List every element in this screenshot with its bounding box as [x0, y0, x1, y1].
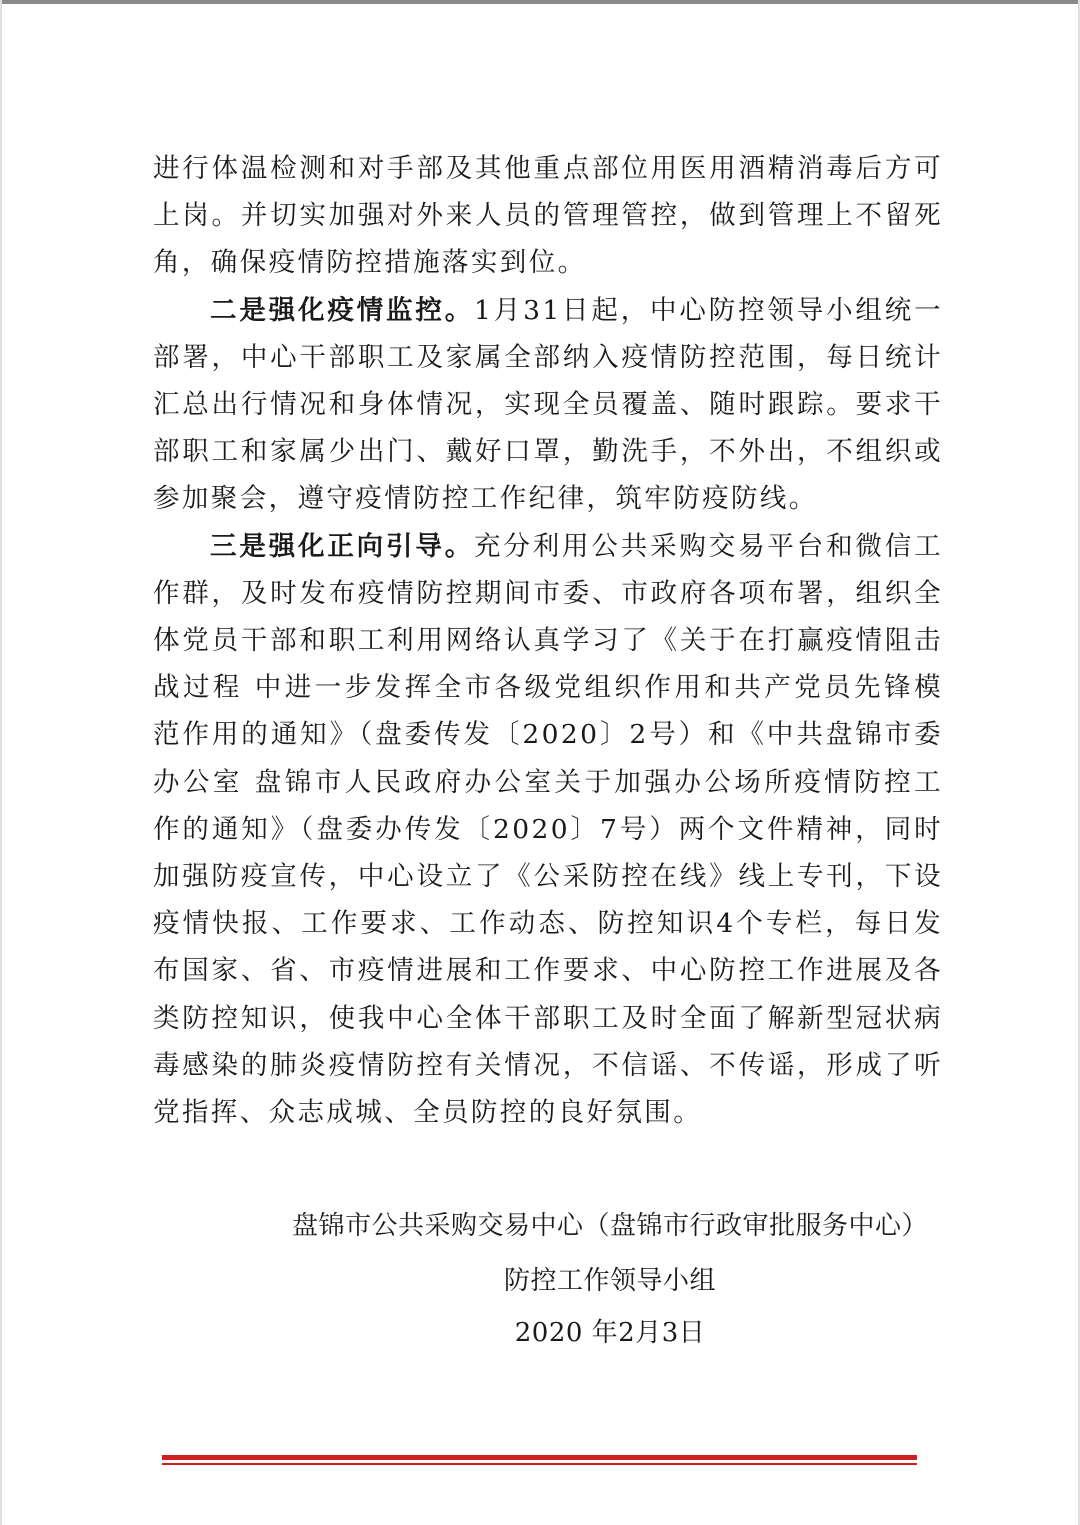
- paragraph-monitoring-body: 1月31日起，中心防控领导小组统一部署，中心干部职工及家属全部纳入疫情防控范围，每日统计汇总出行情况和身体情况，实现全员覆盖、随时跟踪。要求干部职工和家属少出门、戴好口罩，勤洗手，不外出，不组织或参加聚会，遵守疫情防控工作纪律，筑牢防疫防线。: [153, 294, 943, 515]
- paragraph-guidance: [153, 523, 943, 1137]
- red-rule-thick: [162, 1455, 917, 1460]
- document-body: [153, 145, 943, 1136]
- page-top-edge: [0, 0, 1080, 4]
- signature-group: 防控工作领导小组: [503, 1266, 716, 1296]
- signature-date: 2020 年2月3日: [514, 1318, 706, 1348]
- paragraph-continuation: 进行体温检测和对手部及其他重点部位用医用酒精消毒后方可上岗。并切实加强对外来人员的管理管控，做到管理上不留死角，确保疫情防控措施落实到位。: [153, 153, 943, 279]
- page-left-edge: [0, 0, 2, 1525]
- paragraph-guidance-body: 充分利用公共采购交易平台和微信工作群，及时发布疫情防控期间市委、市政府各项布署，组织全体党员干部和职工利用网络认真学习了《关于在打赢疫情阻击战过程 中进一步发挥全市各级党组织作用和共产党员先锋模范作用的通知》（盘委传发〔2020〕2号）和《中共盘锦市委办公室 盘锦市人民政府办公室关于加强办公场所疫情防控工作的通知》（盘委办传发〔2020〕7号）两个文件精神，同时加强防疫宣传，中心设立了《公采防控在线》线上专刊，下设疫情快报、工作要求、工作动态、防控知识4个专栏，每日发布国家、省、市疫情进展和工作要求、中心防控工作进展及各类防控知识，使我中心全体干部职工及时全面了解新型冠状病毒感染的肺炎疫情防控有关情况，不信谣、不传谣，形成了听党指挥、众志成城、全员防控的良好氛围。: [153, 530, 943, 1129]
- red-rule-thin: [162, 1463, 917, 1465]
- paragraph-monitoring-lead: 二是强化疫情监控。: [210, 294, 475, 326]
- signature-organization: 盘锦市公共采购交易中心（盘锦市行政审批服务中心）: [291, 1211, 928, 1241]
- paragraph-monitoring: [153, 287, 943, 523]
- paragraph-guidance-lead: 三是强化正向引导。: [210, 530, 475, 562]
